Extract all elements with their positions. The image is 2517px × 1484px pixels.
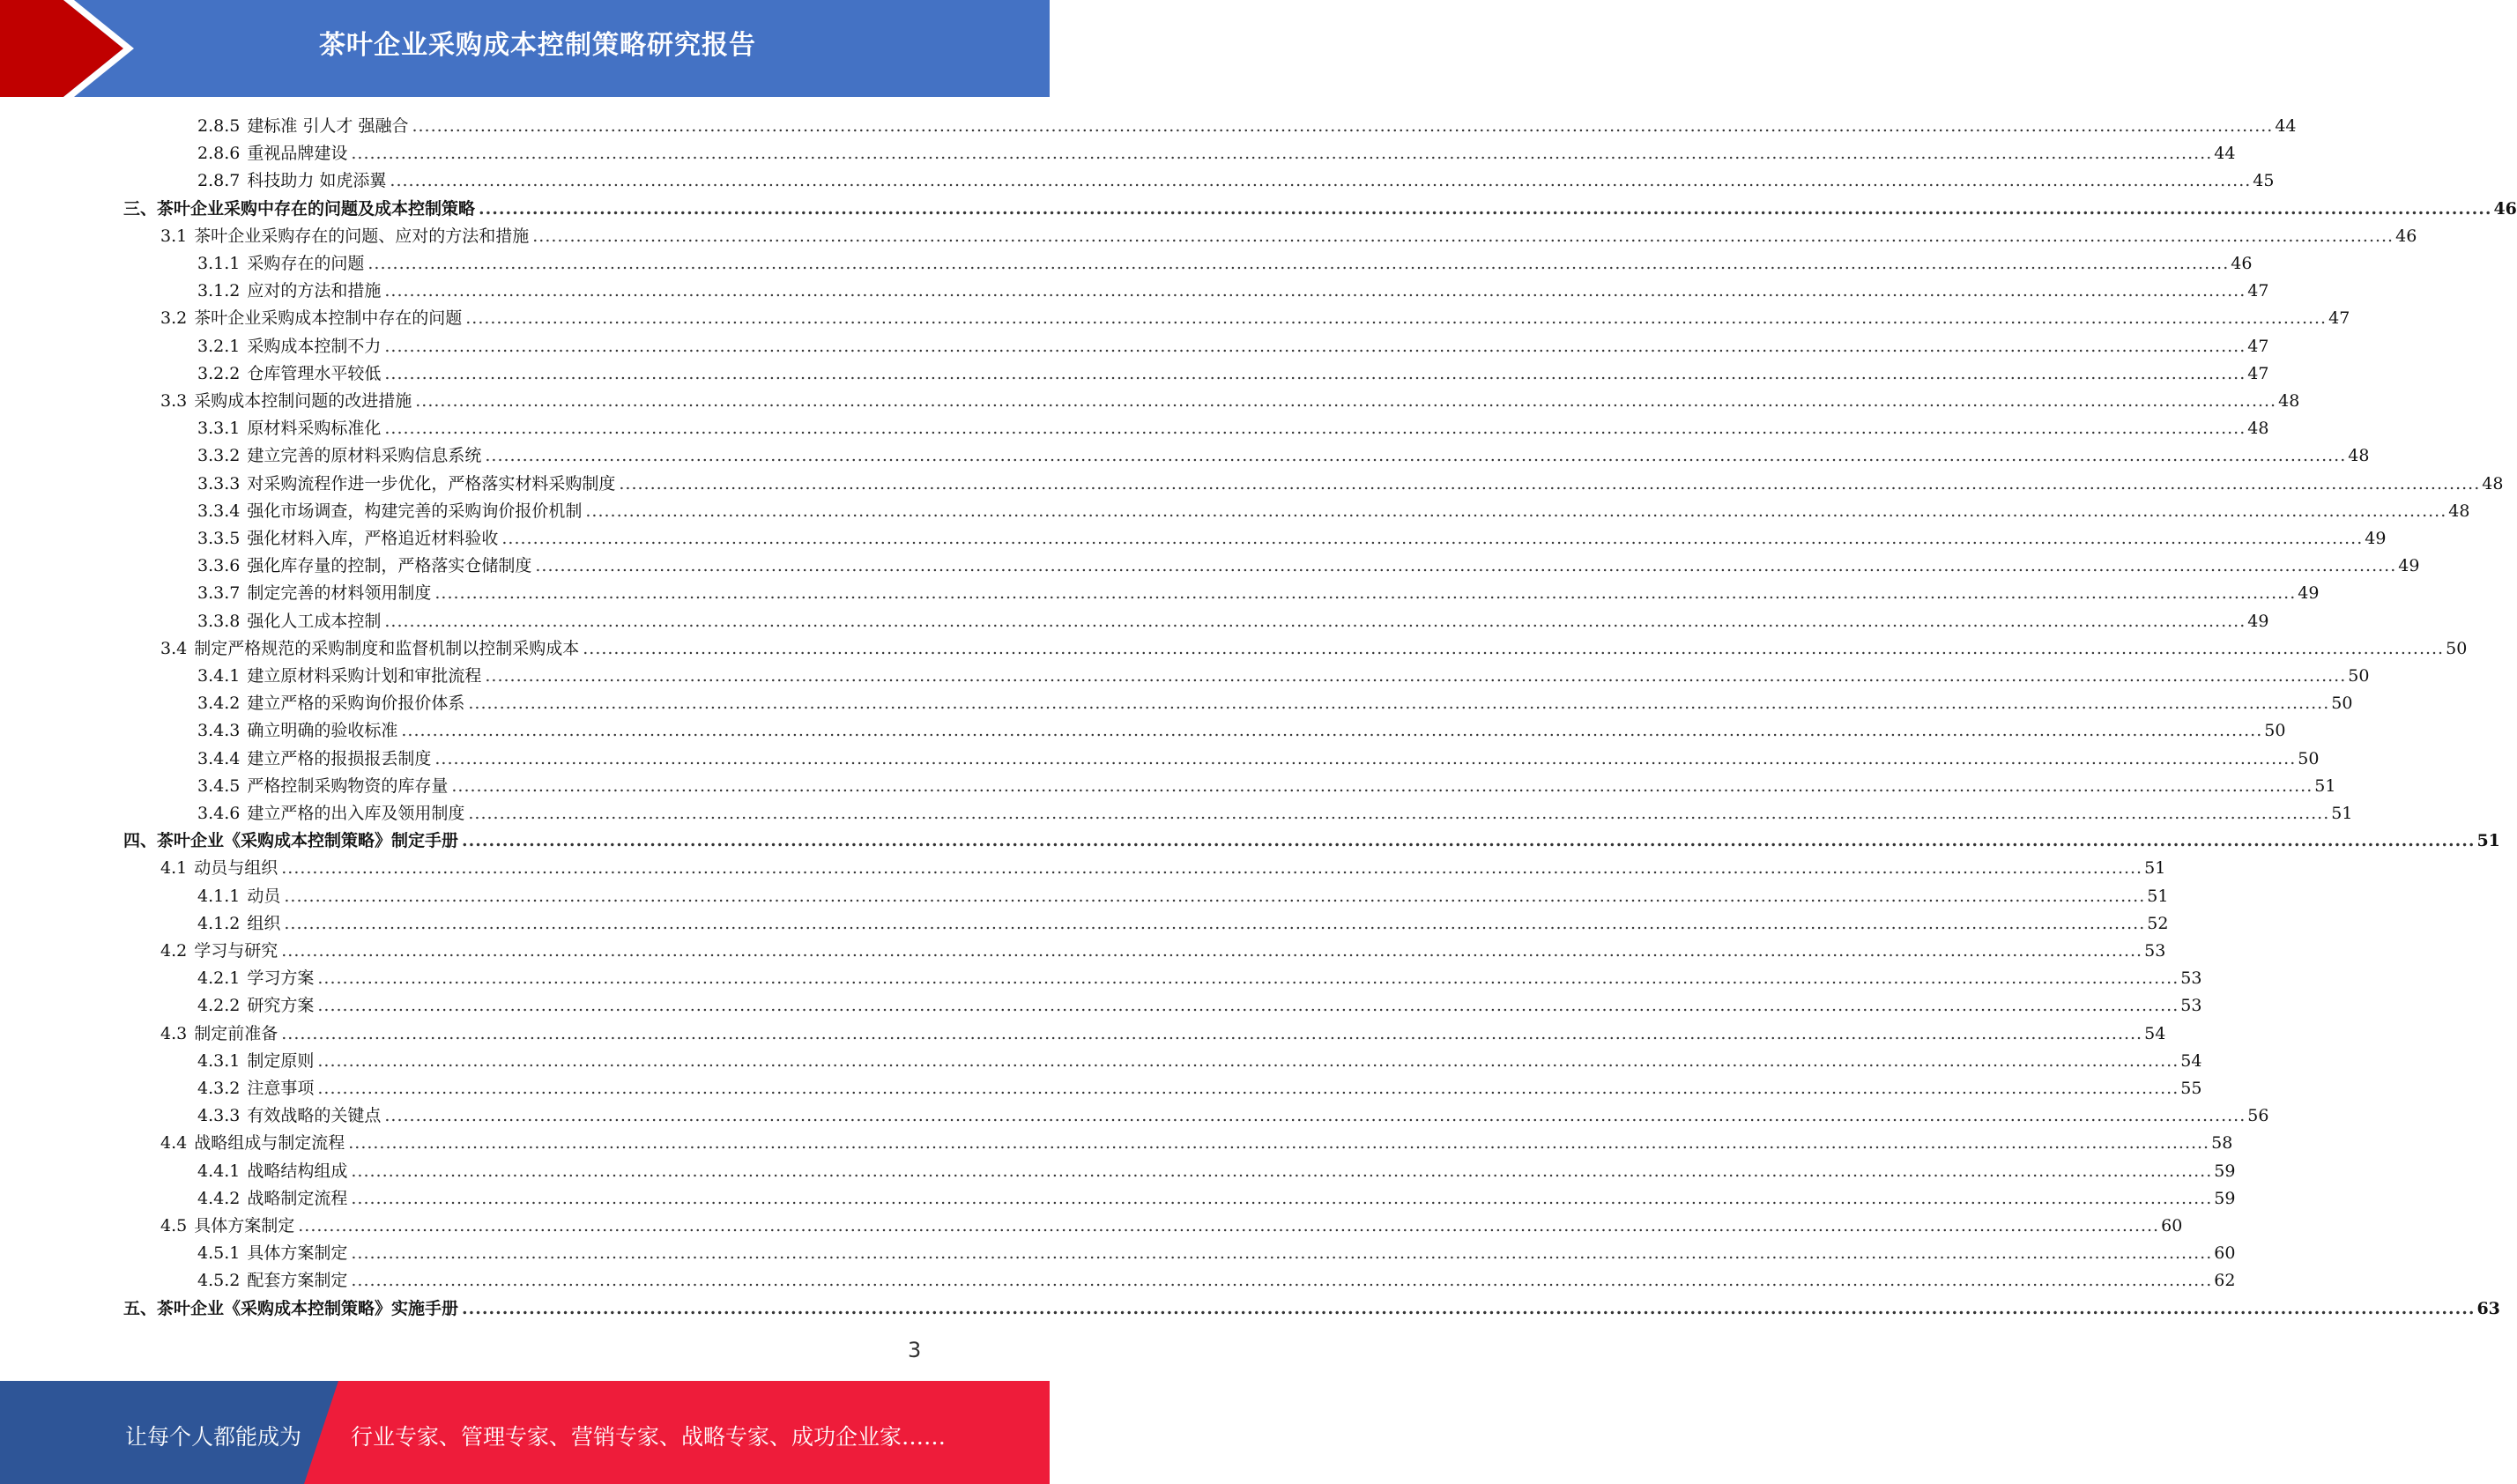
toc-entry[interactable]: [197, 992, 2202, 1020]
toc-entry[interactable]: [197, 1075, 2202, 1102]
toc-entry-number: 4.3.2: [197, 1079, 241, 1098]
toc-leader-dots: ............................................................................................................................................................................................................................................................................................................: [284, 913, 2146, 933]
toc-entry-title: 有效战略的关键点: [247, 1106, 382, 1126]
toc-leader-dots: ............................................................................................................................................................................................................................................................................................................: [451, 775, 2313, 796]
toc-entry-page: 51: [2144, 858, 2166, 879]
toc-entry-title: 建立原材料采购计划和审批流程: [247, 666, 482, 686]
toc-entry-number: 4.4: [160, 1133, 188, 1154]
toc-leader-dots: ............................................................................................................................................................................................................................................................................................................: [351, 1188, 2213, 1208]
toc-entry-number: 4.2.1: [197, 968, 241, 989]
toc-entry-page: 51: [2147, 886, 2169, 906]
toc-entry-title: 采购存在的问题: [247, 254, 365, 273]
toc-entry-title: 学习与研究: [194, 941, 278, 961]
toc-entry-page: 48: [2482, 473, 2504, 493]
toc-entry-page: 47: [2247, 363, 2269, 383]
toc-entry-page: 50: [2348, 666, 2370, 686]
toc-entry-number: 4.4.1: [197, 1161, 241, 1181]
toc-entry-title: 科技助力 如虎添翼: [247, 171, 387, 191]
toc-entry-number: 4.5.1: [197, 1243, 241, 1264]
toc-entry-page: 50: [2264, 721, 2286, 741]
toc-entry[interactable]: [197, 746, 2320, 773]
toc-entry-page: 48: [2247, 419, 2269, 439]
toc-entry-title: 五、茶叶企业《采购成本控制策略》实施手册: [123, 1298, 459, 1318]
toc-entry-page: 44: [2275, 116, 2297, 136]
toc-entry[interactable]: [197, 360, 2269, 388]
toc-entry-page: 48: [2278, 391, 2300, 411]
toc-entry[interactable]: [197, 140, 2236, 167]
toc-entry-title: 具体方案制定: [194, 1216, 295, 1235]
toc-entry[interactable]: [197, 498, 2470, 525]
toc-entry-page: 50: [2298, 748, 2320, 768]
toc-entry-title: 重视品牌建设: [247, 144, 348, 164]
toc-entry-number: 3.2: [160, 308, 188, 329]
toc-entry-title: 动员: [247, 886, 281, 906]
toc-entry-title: 建立严格的报损报丢制度: [247, 748, 432, 768]
toc-leader-dots: ............................................................................................................................................................................................................................................................................................................: [390, 171, 2252, 191]
toc-entry-number: 3.3.6: [197, 556, 241, 576]
toc-entry-title: 研究方案: [247, 996, 315, 1016]
toc-entry[interactable]: [160, 305, 2350, 332]
toc-entry-number: 3.3.2: [197, 446, 241, 466]
toc-entry-number: 3.3: [160, 391, 188, 411]
toc-leader-dots: ............................................................................................................................................................................................................................................................................................................: [535, 556, 2397, 576]
toc-entry-number: 4.2.2: [197, 996, 241, 1016]
toc-leader-dots: ............................................................................................................................................................................................................................................................................................................: [384, 1106, 2246, 1126]
toc-entry[interactable]: [197, 167, 2275, 195]
toc-entry-page: 51: [2476, 831, 2500, 851]
toc-entry-number: 3.1.1: [197, 254, 241, 273]
toc-leader-dots: ............................................................................................................................................................................................................................................................................................................: [585, 501, 2447, 521]
toc-entry-page: 53: [2180, 968, 2202, 989]
toc-entry-title: 注意事项: [247, 1079, 315, 1098]
toc-entry-page: 46: [2493, 198, 2517, 219]
toc-leader-dots: ............................................................................................................................................................................................................................................................................................................: [351, 1161, 2213, 1181]
toc-entry-page: 49: [2398, 556, 2420, 576]
toc-entry-title: 建立完善的原材料采购信息系统: [247, 446, 482, 466]
toc-entry[interactable]: [197, 415, 2269, 442]
toc-entry[interactable]: [160, 1020, 2166, 1048]
toc-leader-dots: ............................................................................................................................................................................................................................................................................................................: [348, 1133, 2210, 1154]
toc-entry-page: 52: [2147, 913, 2169, 933]
toc-entry-number: 3.4: [160, 638, 188, 658]
toc-leader-dots: ............................................................................................................................................................................................................................................................................................................: [298, 1216, 2160, 1235]
toc-leader-dots: ............................................................................................................................................................................................................................................................................................................: [465, 308, 2328, 329]
toc-entry[interactable]: [160, 1130, 2233, 1157]
toc-entry-number: 3.1: [160, 226, 188, 246]
toc-leader-dots: ............................................................................................................................................................................................................................................................................................................: [619, 473, 2481, 493]
toc-leader-dots: ............................................................................................................................................................................................................................................................................................................: [415, 391, 2277, 411]
toc-entry-number: 3.3.4: [197, 501, 241, 521]
toc-entry[interactable]: [160, 1213, 2183, 1240]
toc-leader-dots: ............................................................................................................................................................................................................................................................................................................: [462, 1298, 2476, 1318]
toc-entry-page: 50: [2331, 694, 2353, 714]
toc-entry[interactable]: [197, 525, 2387, 553]
toc-entry-title: 茶叶企业采购存在的问题、应对的方法和措施: [194, 226, 530, 246]
toc-entry-page: 53: [2144, 941, 2166, 961]
toc-entry-page: 46: [2395, 226, 2417, 246]
toc-entry-number: 3.4.6: [197, 804, 241, 823]
toc-entry[interactable]: [197, 113, 2297, 140]
toc-leader-dots: ............................................................................................................................................................................................................................................................................................................: [368, 254, 2230, 273]
toc-entry-number: 4.4.2: [197, 1188, 241, 1208]
toc-leader-dots: ............................................................................................................................................................................................................................................................................................................: [384, 419, 2246, 439]
toc-entry-page: 45: [2253, 171, 2275, 191]
toc-entry-page: 54: [2180, 1050, 2202, 1071]
toc-entry-title: 具体方案制定: [247, 1243, 348, 1264]
toc-leader-dots: ............................................................................................................................................................................................................................................................................................................: [468, 694, 2330, 714]
toc-entry-page: 51: [2314, 775, 2336, 796]
toc-leader-dots: ............................................................................................................................................................................................................................................................................................................: [468, 804, 2330, 823]
toc-leader-dots: ............................................................................................................................................................................................................................................................................................................: [485, 446, 2347, 466]
toc-entry-page: 49: [2365, 529, 2387, 548]
toc-entry-title: 学习方案: [247, 968, 315, 989]
toc-entry-page: 47: [2247, 336, 2269, 356]
toc-leader-dots: ............................................................................................................................................................................................................................................................................................................: [384, 363, 2246, 383]
toc-entry-title: 制定原则: [247, 1050, 315, 1071]
toc-entry-title: 对采购流程作进一步优化，严格落实材料采购制度: [247, 473, 616, 493]
toc-leader-dots: ............................................................................................................................................................................................................................................................................................................: [317, 996, 2179, 1016]
toc-entry-title: 采购成本控制问题的改进措施: [194, 391, 412, 411]
toc-leader-dots: ............................................................................................................................................................................................................................................................................................................: [501, 529, 2364, 548]
toc-entry[interactable]: [197, 910, 2169, 938]
toc-entry[interactable]: [197, 1102, 2269, 1130]
toc-leader-dots: ............................................................................................................................................................................................................................................................................................................: [351, 1271, 2213, 1291]
toc-entry[interactable]: [197, 442, 2370, 470]
toc-leader-dots: ............................................................................................................................................................................................................................................................................................................: [281, 1023, 2143, 1043]
toc-leader-dots: ............................................................................................................................................................................................................................................................................................................: [281, 941, 2143, 961]
toc-entry-page: 48: [2448, 501, 2470, 521]
toc-entry[interactable]: [123, 1295, 2500, 1323]
toc-entry-number: 3.4.1: [197, 666, 241, 686]
toc-leader-dots: ............................................................................................................................................................................................................................................................................................................: [351, 144, 2213, 164]
toc-entry-title: 四、茶叶企业《采购成本控制策略》制定手册: [123, 831, 459, 851]
toc-entry-title: 采购成本控制不力: [247, 336, 382, 356]
toc-entry-page: 47: [2328, 308, 2350, 329]
toc-entry[interactable]: [197, 1048, 2202, 1075]
toc-entry-title: 原材料采购标准化: [247, 419, 382, 439]
toc-entry-number: 3.1.2: [197, 281, 241, 301]
toc-entry-number: 4.2: [160, 941, 188, 961]
toc-entry-page: 59: [2214, 1188, 2236, 1208]
toc-leader-dots: ............................................................................................................................................................................................................................................................................................................: [384, 281, 2246, 301]
toc-entry-title: 强化材料入库，严格追近材料验收: [247, 529, 499, 548]
toc-entry-page: 54: [2144, 1023, 2166, 1043]
toc-entry[interactable]: [197, 471, 2504, 498]
toc-entry-title: 三、茶叶企业采购中存在的问题及成本控制策略: [123, 198, 476, 219]
toc-entry-number: 3.3.3: [197, 473, 241, 493]
toc-entry-page: 55: [2180, 1079, 2202, 1098]
toc-entry-title: 建立严格的出入库及领用制度: [247, 804, 465, 823]
toc-entry-page: 60: [2161, 1216, 2183, 1235]
toc-entry-title: 战略结构组成: [247, 1161, 348, 1181]
toc-entry-title: 制定严格规范的采购制度和监督机制以控制采购成本: [194, 638, 580, 658]
toc-entry-number: 3.4.3: [197, 721, 241, 741]
toc-entry[interactable]: [197, 250, 2253, 278]
toc-leader-dots: ............................................................................................................................................................................................................................................................................................................: [284, 886, 2146, 906]
toc-entry-number: 4.1: [160, 858, 188, 879]
toc-entry[interactable]: [197, 1185, 2236, 1213]
toc-entry-title: 配套方案制定: [247, 1271, 348, 1291]
toc-entry-title: 战略组成与制定流程: [194, 1133, 345, 1154]
toc-leader-dots: ............................................................................................................................................................................................................................................................................................................: [384, 611, 2246, 631]
toc-entry-title: 严格控制采购物资的库存量: [247, 775, 449, 796]
toc-entry-number: 3.4.4: [197, 748, 241, 768]
toc-entry[interactable]: [160, 938, 2166, 965]
page-footer: [0, 1381, 1050, 1484]
toc-entry-title: 强化人工成本控制: [247, 611, 382, 631]
toc-entry-page: 44: [2214, 144, 2236, 164]
toc-leader-dots: ............................................................................................................................................................................................................................................................................................................: [317, 1079, 2179, 1098]
toc-entry-number: 2.8.5: [197, 116, 241, 136]
toc-entry[interactable]: [197, 690, 2353, 717]
toc-entry-page: 53: [2180, 996, 2202, 1016]
toc-entry[interactable]: [123, 827, 2500, 855]
toc-entry-title: 建立严格的采购询价报价体系: [247, 694, 465, 714]
footer-slogan-left: 让每个人都能成为: [125, 1424, 302, 1450]
toc-entry-title: 制定完善的材料领用制度: [247, 583, 432, 604]
toc-entry-page: 49: [2247, 611, 2269, 631]
toc-entry-number: 4.3: [160, 1023, 188, 1043]
toc-entry[interactable]: [197, 580, 2320, 607]
toc-entry[interactable]: [197, 1267, 2236, 1295]
toc-leader-dots: ............................................................................................................................................................................................................................................................................................................: [434, 583, 2297, 604]
toc-entry[interactable]: [160, 388, 2300, 415]
toc-entry[interactable]: [197, 773, 2336, 800]
page-header: [0, 0, 1050, 97]
toc-leader-dots: ............................................................................................................................................................................................................................................................................................................: [412, 116, 2274, 136]
footer-slogan-right: 行业专家、管理专家、营销专家、战略专家、成功企业家……: [351, 1424, 947, 1450]
toc-entry-page: 63: [2476, 1298, 2500, 1318]
toc-leader-dots: ............................................................................................................................................................................................................................................................................................................: [583, 638, 2445, 658]
toc-entry-number: 4.3.3: [197, 1106, 241, 1126]
toc-entry-title: 战略制定流程: [247, 1188, 348, 1208]
toc-entry[interactable]: [160, 855, 2166, 882]
toc-entry-page: 47: [2247, 281, 2269, 301]
toc-leader-dots: ............................................................................................................................................................................................................................................................................................................: [479, 198, 2492, 219]
toc-entry-number: 3.3.8: [197, 611, 241, 631]
toc-entry-page: 59: [2214, 1161, 2236, 1181]
toc-entry-title: 仓库管理水平较低: [247, 363, 382, 383]
toc-entry-number: 4.5: [160, 1216, 188, 1235]
toc-entry-title: 建标准 引人才 强融合: [247, 116, 409, 136]
toc-leader-dots: ............................................................................................................................................................................................................................................................................................................: [317, 968, 2179, 989]
toc-entry-title: 确立明确的验收标准: [247, 721, 398, 741]
toc-entry-page: 49: [2298, 583, 2320, 604]
toc-entry-page: 62: [2214, 1271, 2236, 1291]
toc-entry-number: 3.4.2: [197, 694, 241, 714]
toc-leader-dots: ............................................................................................................................................................................................................................................................................................................: [351, 1243, 2213, 1264]
toc-leader-dots: ............................................................................................................................................................................................................................................................................................................: [317, 1050, 2179, 1071]
toc-entry[interactable]: [160, 223, 2417, 250]
toc-entry-title: 动员与组织: [194, 858, 278, 879]
toc-leader-dots: ............................................................................................................................................................................................................................................................................................................: [281, 858, 2143, 879]
toc-entry-title: 强化市场调查，构建完善的采购询价报价机制: [247, 501, 583, 521]
toc-leader-dots: ............................................................................................................................................................................................................................................................................................................: [462, 831, 2476, 851]
toc-entry-page: 60: [2214, 1243, 2236, 1264]
toc-entry[interactable]: [197, 965, 2202, 992]
toc-entry-number: 4.1.2: [197, 913, 241, 933]
toc-entry[interactable]: [197, 717, 2286, 745]
toc-entry-title: 制定前准备: [194, 1023, 278, 1043]
toc-entry[interactable]: [197, 883, 2169, 910]
toc-entry-number: 3.4.5: [197, 775, 241, 796]
toc-entry[interactable]: [197, 553, 2420, 580]
toc-entry-page: 51: [2331, 804, 2353, 823]
toc-entry[interactable]: [197, 1158, 2236, 1185]
toc-entry-number: 4.5.2: [197, 1271, 241, 1291]
page-number: 3: [908, 1338, 922, 1362]
toc-entry-title: 应对的方法和措施: [247, 281, 382, 301]
toc-entry[interactable]: [197, 278, 2269, 305]
toc-entry-number: 3.2.2: [197, 363, 241, 383]
toc-leader-dots: ............................................................................................................................................................................................................................................................................................................: [401, 721, 2263, 741]
toc-leader-dots: ............................................................................................................................................................................................................................................................................................................: [434, 748, 2297, 768]
toc-leader-dots: ............................................................................................................................................................................................................................................................................................................: [384, 336, 2246, 356]
toc-entry[interactable]: [197, 333, 2269, 360]
toc-entry[interactable]: [197, 800, 2353, 827]
toc-entry-title: 茶叶企业采购成本控制中存在的问题: [194, 308, 463, 329]
toc-leader-dots: ............................................................................................................................................................................................................................................................................................................: [532, 226, 2394, 246]
toc-entry-page: 50: [2446, 638, 2468, 658]
toc-entry[interactable]: [197, 663, 2370, 690]
toc-entry[interactable]: [197, 608, 2269, 635]
toc-entry[interactable]: [197, 1240, 2236, 1267]
toc-entry-number: 3.3.1: [197, 419, 241, 439]
toc-entry-number: 4.3.1: [197, 1050, 241, 1071]
document-title: 茶叶企业采购成本控制策略研究报告: [319, 30, 756, 61]
toc-entry-number: 3.2.1: [197, 336, 241, 356]
toc-entry-title: 强化库存量的控制，严格落实仓储制度: [247, 556, 532, 576]
toc-entry-page: 46: [2231, 254, 2253, 273]
toc-entry-number: 2.8.6: [197, 144, 241, 164]
toc-entry-page: 58: [2211, 1133, 2233, 1154]
toc-entry[interactable]: [160, 635, 2468, 663]
toc-entry-number: 2.8.7: [197, 171, 241, 191]
toc-entry-page: 56: [2247, 1106, 2269, 1126]
toc-entry[interactable]: [123, 196, 2517, 223]
toc-entry-page: 48: [2348, 446, 2370, 466]
toc-entry-number: 4.1.1: [197, 886, 241, 906]
toc-entry-number: 3.3.7: [197, 583, 241, 604]
toc-entry-number: 3.3.5: [197, 529, 241, 548]
toc-entry-title: 组织: [247, 913, 281, 933]
toc-leader-dots: ............................................................................................................................................................................................................................................................................................................: [485, 666, 2347, 686]
